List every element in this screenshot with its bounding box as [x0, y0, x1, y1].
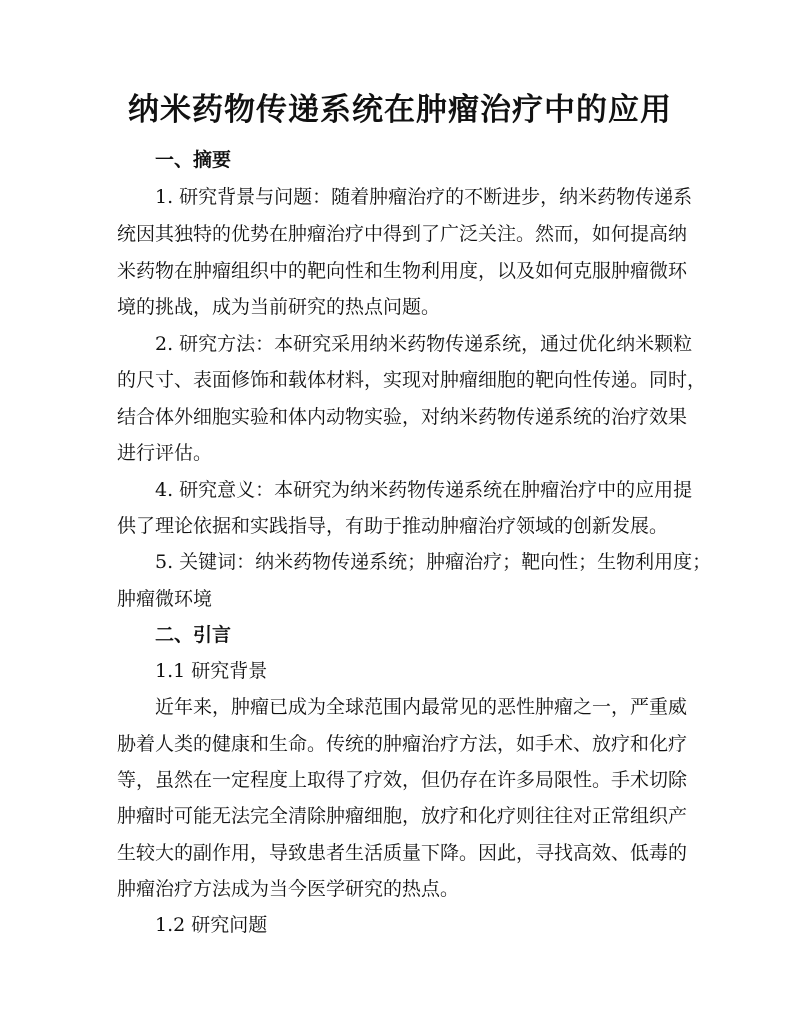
- abstract-item-4-line-1: 4. 研究意义：本研究为纳米药物传递系统在肿瘤治疗中的应用提: [155, 479, 693, 501]
- abstract-item-1-line-1: 1. 研究背景与问题：随着肿瘤治疗的不断进步，纳米药物传递系: [155, 186, 693, 208]
- document-title: 纳米药物传递系统在肿瘤治疗中的应用: [128, 92, 672, 128]
- abstract-item-1-line-3: 米药物在肿瘤组织中的靶向性和生物利用度，以及如何克服肿瘤微环: [117, 260, 688, 282]
- abstract-heading: 一、摘要: [155, 149, 232, 171]
- abstract-item-2-line-2: 的尺寸、表面修饰和载体材料，实现对肿瘤细胞的靶向性传递。同时，: [117, 369, 707, 391]
- abstract-item-2-line-1: 2. 研究方法：本研究采用纳米药物传递系统，通过优化纳米颗粒: [155, 333, 693, 355]
- background-line-4: 肿瘤时可能无法完全清除肿瘤细胞，放疗和化疗则往往对正常组织产: [117, 805, 688, 827]
- background-line-3: 等，虽然在一定程度上取得了疗效，但仍存在许多局限性。手术切除: [117, 769, 688, 791]
- section-1-2-heading: 1.2 研究问题: [155, 914, 268, 936]
- intro-heading: 二、引言: [155, 624, 232, 646]
- abstract-item-4-line-2: 供了理论依据和实践指导，有助于推动肿瘤治疗领域的创新发展。: [117, 515, 669, 537]
- background-line-2: 胁着人类的健康和生命。传统的肿瘤治疗方法，如手术、放疗和化疗: [117, 733, 688, 755]
- abstract-item-1-line-4: 境的挑战，成为当前研究的热点问题。: [117, 296, 441, 318]
- abstract-item-1-line-2: 统因其独特的优势在肿瘤治疗中得到了广泛关注。然而，如何提高纳: [117, 223, 688, 245]
- abstract-item-5-line-2: 肿瘤微环境: [117, 588, 213, 610]
- background-line-5: 生较大的副作用，导致患者生活质量下降。因此，寻找高效、低毒的: [117, 842, 688, 864]
- section-1-1-heading: 1.1 研究背景: [155, 660, 268, 682]
- abstract-item-2-line-4: 进行评估。: [117, 442, 213, 464]
- background-line-6: 肿瘤治疗方法成为当今医学研究的热点。: [117, 878, 460, 900]
- abstract-item-5-line-1: 5. 关键词：纳米药物传递系统；肿瘤治疗；靶向性；生物利用度；: [155, 551, 712, 573]
- background-line-1: 近年来，肿瘤已成为全球范围内最常见的恶性肿瘤之一，严重威: [155, 696, 688, 718]
- abstract-item-2-line-3: 结合体外细胞实验和体内动物实验，对纳米药物传递系统的治疗效果: [117, 406, 688, 428]
